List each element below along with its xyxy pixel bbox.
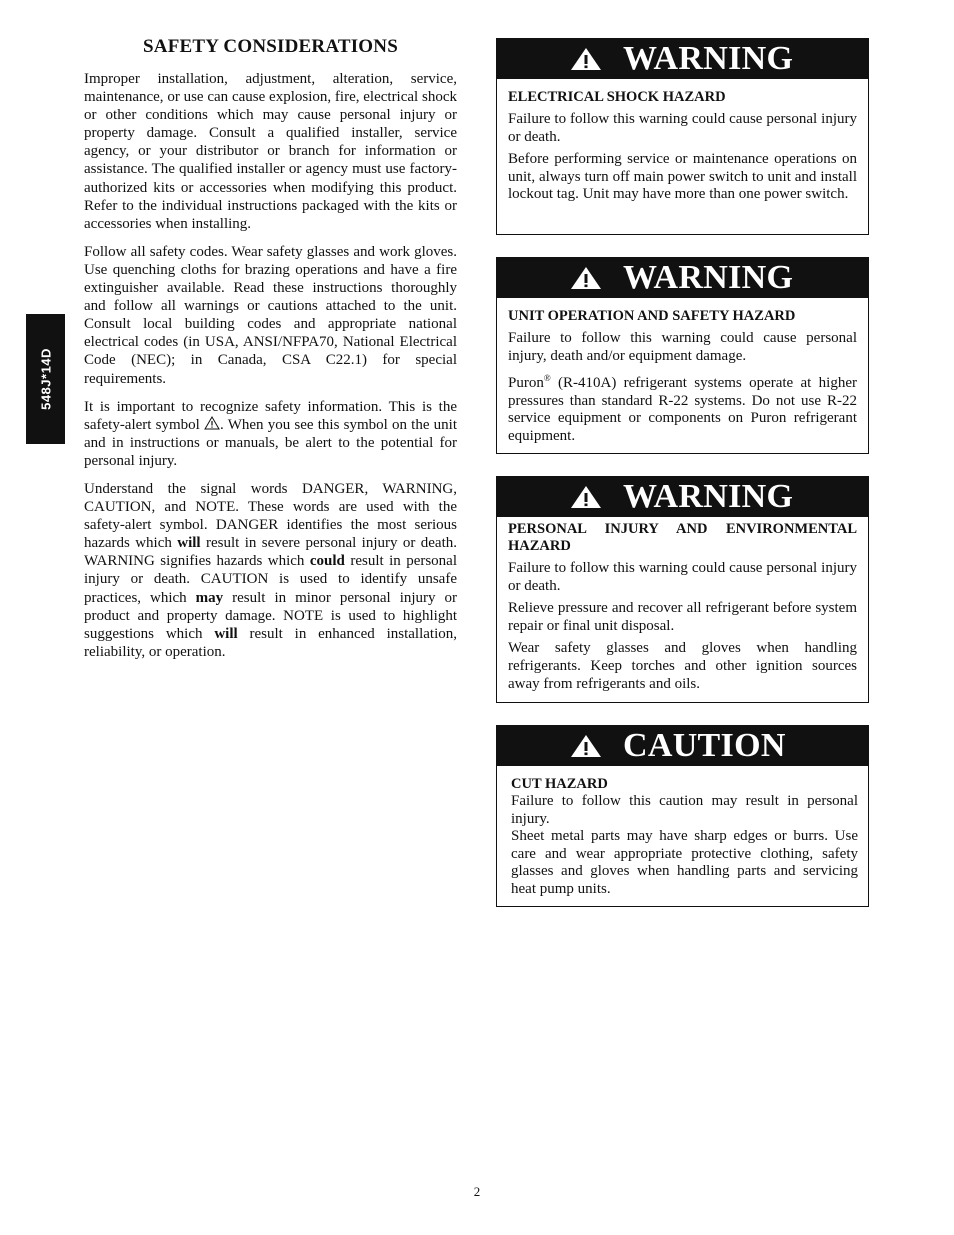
paragraph-safety-codes: Follow all safety codes. Wear safety glasses and work gloves. Use quenching cloths for brazing operations and have a fire extinguisher available. Read these instructions thoroughly and follow all warnings or cautions attached to the unit. Consult local building codes and appropriate national electrical codes (in USA, ANSI/NFPA70, National Electrical Code (NEC); in Canada, CSA C22.1) for special requirements.	[84, 243, 457, 387]
caution-header	[497, 726, 868, 766]
warning-consequence: Failure to follow this warning could cause personal injury, death and/or equipment damage.	[508, 330, 857, 364]
signal-word: WARNING	[623, 478, 794, 515]
hazard-title: PERSONAL INJURY AND ENVIRONMENTAL HAZARD	[508, 521, 857, 554]
hazard-title: ELECTRICAL SHOCK HAZARD	[508, 89, 726, 105]
warning-instruction: Relieve pressure and recover all refrigerant before system repair or final unit disposal.	[508, 600, 857, 634]
paragraph-improper-installation: Improper installation, adjustment, alteration, service, maintenance, or use can cause explosion, fire, electrical shock or other conditions which may cause personal injury or property damage. Consult a qualified installer, service agency, or your distributor or branch for information or assistance. The qualified installer or agency must use factory-authorized kits or accessories when modifying this product. Refer to the individual instructions packaged with the kits or accessories when installing.	[84, 71, 457, 232]
hazard-title: UNIT OPERATION AND SAFETY HAZARD	[508, 308, 796, 324]
caution-box-cut-hazard	[496, 725, 869, 907]
warning-triangle-icon	[569, 46, 603, 72]
hazard-title: CUT HAZARD	[511, 776, 608, 792]
signal-word: WARNING	[623, 40, 794, 77]
warning-box-personal-injury-environmental	[496, 476, 869, 703]
caution-instruction: Sheet metal parts may have sharp edges or burrs. Use care and wear appropriate protective clothing, safety glasses and gloves when handling parts and servicing heat pump units.	[511, 828, 858, 897]
warning-instruction: Before performing service or maintenance operations on unit, always turn off main power switch to unit and install lockout tag. Unit may have more than one power switch.	[508, 151, 857, 203]
warning-triangle-icon	[569, 265, 603, 291]
warning-instruction: Puron® (R-410A) refrigerant systems operate at higher pressures than standard R-22 systems. Do not use R-22 service equipment or components on Puron refrigerant equipment.	[508, 373, 857, 444]
warning-instruction: Wear safety glasses and gloves when handling refrigerants. Keep torches and other ignition sources away from refrigerants and oils.	[508, 640, 857, 692]
warning-triangle-icon	[569, 484, 603, 510]
paragraph-signal-words: Understand the signal words DANGER, WARNING, CAUTION, and NOTE. These words are used with the safety-alert symbol. DANGER identifies the most serious hazards which will result in severe personal injury or death. WARNING signifies hazards which could result in personal injury or death. CAUTION is used to identify unsafe practices, which may result in minor personal injury or product and property damage. NOTE is used to highlight suggestions which will result in enhanced installation, reliability, or operation.	[84, 480, 458, 660]
safety-considerations-section	[84, 36, 457, 671]
signal-word: WARNING	[623, 259, 794, 296]
warning-consequence: Failure to follow this warning could cause personal injury or death.	[508, 111, 857, 145]
warning-triangle-icon	[569, 733, 603, 759]
page-number: 2	[473, 1184, 481, 1199]
caution-consequence: Failure to follow this caution may result in personal injury.	[511, 793, 858, 827]
side-tab-label: 548J*14D	[38, 348, 53, 410]
safety-alert-symbol-icon	[204, 416, 220, 430]
warning-header	[497, 39, 868, 79]
warning-consequence: Failure to follow this warning could cause personal injury or death.	[508, 560, 857, 594]
warning-box-unit-operation	[496, 257, 869, 454]
warning-box-electrical-shock	[496, 38, 869, 235]
section-heading: SAFETY CONSIDERATIONS	[143, 36, 398, 57]
signal-word: CAUTION	[623, 727, 786, 764]
warning-header	[497, 477, 868, 517]
document-side-tab	[26, 314, 65, 444]
paragraph-safety-alert-symbol: It is important to recognize safety information. This is the safety-alert symbol . When you see this symbol on the unit and in instructions or manuals, be alert to the potential for personal injury.	[84, 398, 458, 469]
warning-header	[497, 258, 868, 298]
